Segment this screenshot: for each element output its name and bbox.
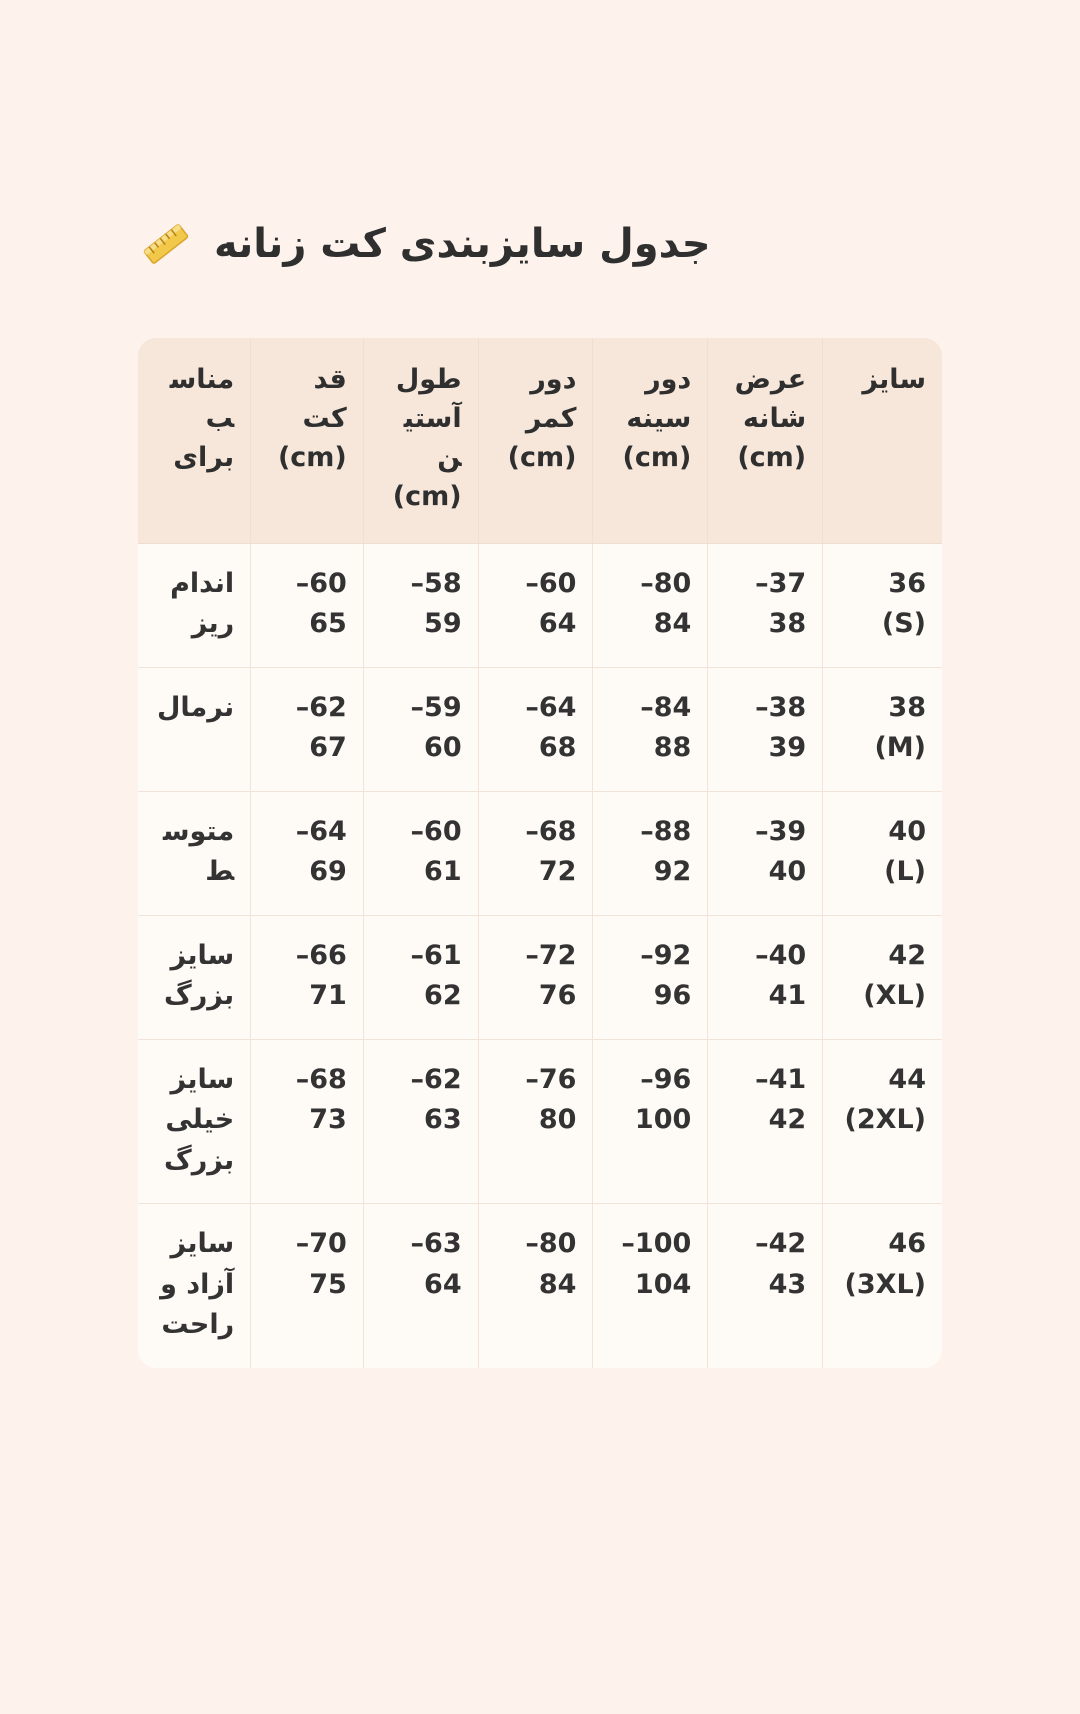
cell-chest: 100–104: [593, 1204, 708, 1368]
cell-size: 40 (L): [823, 791, 942, 915]
cell-chest: 96–100: [593, 1039, 708, 1204]
cell-length: 70–75: [251, 1204, 364, 1368]
cell-waist: 80–84: [478, 1204, 593, 1368]
column-header-shoulder-width: عرض شانه (cm): [708, 338, 823, 543]
cell-sleeve: 63–64: [363, 1204, 478, 1368]
ruler-icon: [140, 218, 192, 270]
table-row: [138, 915, 942, 1039]
table-header-row: [138, 338, 942, 543]
cell-length: 60–65: [251, 543, 364, 667]
cell-sleeve: 60–61: [363, 791, 478, 915]
column-header-jacket-length: قد کت (cm): [251, 338, 364, 543]
cell-chest: 80–84: [593, 543, 708, 667]
cell-size: 36 (S): [823, 543, 942, 667]
cell-waist: 68–72: [478, 791, 593, 915]
table-row: [138, 667, 942, 791]
table-body: [138, 543, 942, 1368]
cell-shoulder: 40–41: [708, 915, 823, 1039]
table-row: [138, 1039, 942, 1204]
cell-length: 68–73: [251, 1039, 364, 1204]
cell-chest: 92–96: [593, 915, 708, 1039]
page-title-row: [140, 218, 940, 270]
table-header: [138, 338, 942, 543]
table-row: [138, 543, 942, 667]
column-header-size: سایز: [823, 338, 942, 543]
page-title: جدول سایزبندی کت زنانه: [214, 221, 711, 267]
cell-shoulder: 42–43: [708, 1204, 823, 1368]
cell-size: 38 (M): [823, 667, 942, 791]
cell-shoulder: 38–39: [708, 667, 823, 791]
cell-size: 46 (3XL): [823, 1204, 942, 1368]
size-table: [138, 338, 942, 1368]
cell-fit: نرمال: [138, 667, 251, 791]
cell-fit: سایز آزاد و راحت: [138, 1204, 251, 1368]
column-header-chest: دور سینه (cm): [593, 338, 708, 543]
cell-chest: 88–92: [593, 791, 708, 915]
cell-fit: اندام ریز: [138, 543, 251, 667]
table-row: [138, 1204, 942, 1368]
cell-fit: سایز بزرگ: [138, 915, 251, 1039]
table-row: [138, 791, 942, 915]
cell-fit: سایز خیلی بزرگ: [138, 1039, 251, 1204]
cell-shoulder: 39–40: [708, 791, 823, 915]
cell-sleeve: 61–62: [363, 915, 478, 1039]
cell-sleeve: 59–60: [363, 667, 478, 791]
column-header-waist: دور کمر (cm): [478, 338, 593, 543]
cell-waist: 60–64: [478, 543, 593, 667]
cell-sleeve: 58–59: [363, 543, 478, 667]
column-header-sleeve-length: طول آستین (cm): [363, 338, 478, 543]
cell-length: 64–69: [251, 791, 364, 915]
cell-length: 62–67: [251, 667, 364, 791]
cell-waist: 72–76: [478, 915, 593, 1039]
cell-size: 44 (2XL): [823, 1039, 942, 1204]
cell-waist: 64–68: [478, 667, 593, 791]
cell-shoulder: 37–38: [708, 543, 823, 667]
cell-chest: 84–88: [593, 667, 708, 791]
size-table-container: [138, 338, 942, 1368]
column-header-suitable-for: مناسب برای: [138, 338, 251, 543]
cell-sleeve: 62–63: [363, 1039, 478, 1204]
cell-shoulder: 41–42: [708, 1039, 823, 1204]
cell-waist: 76–80: [478, 1039, 593, 1204]
cell-fit: متوسط: [138, 791, 251, 915]
cell-size: 42 (XL): [823, 915, 942, 1039]
cell-length: 66–71: [251, 915, 364, 1039]
